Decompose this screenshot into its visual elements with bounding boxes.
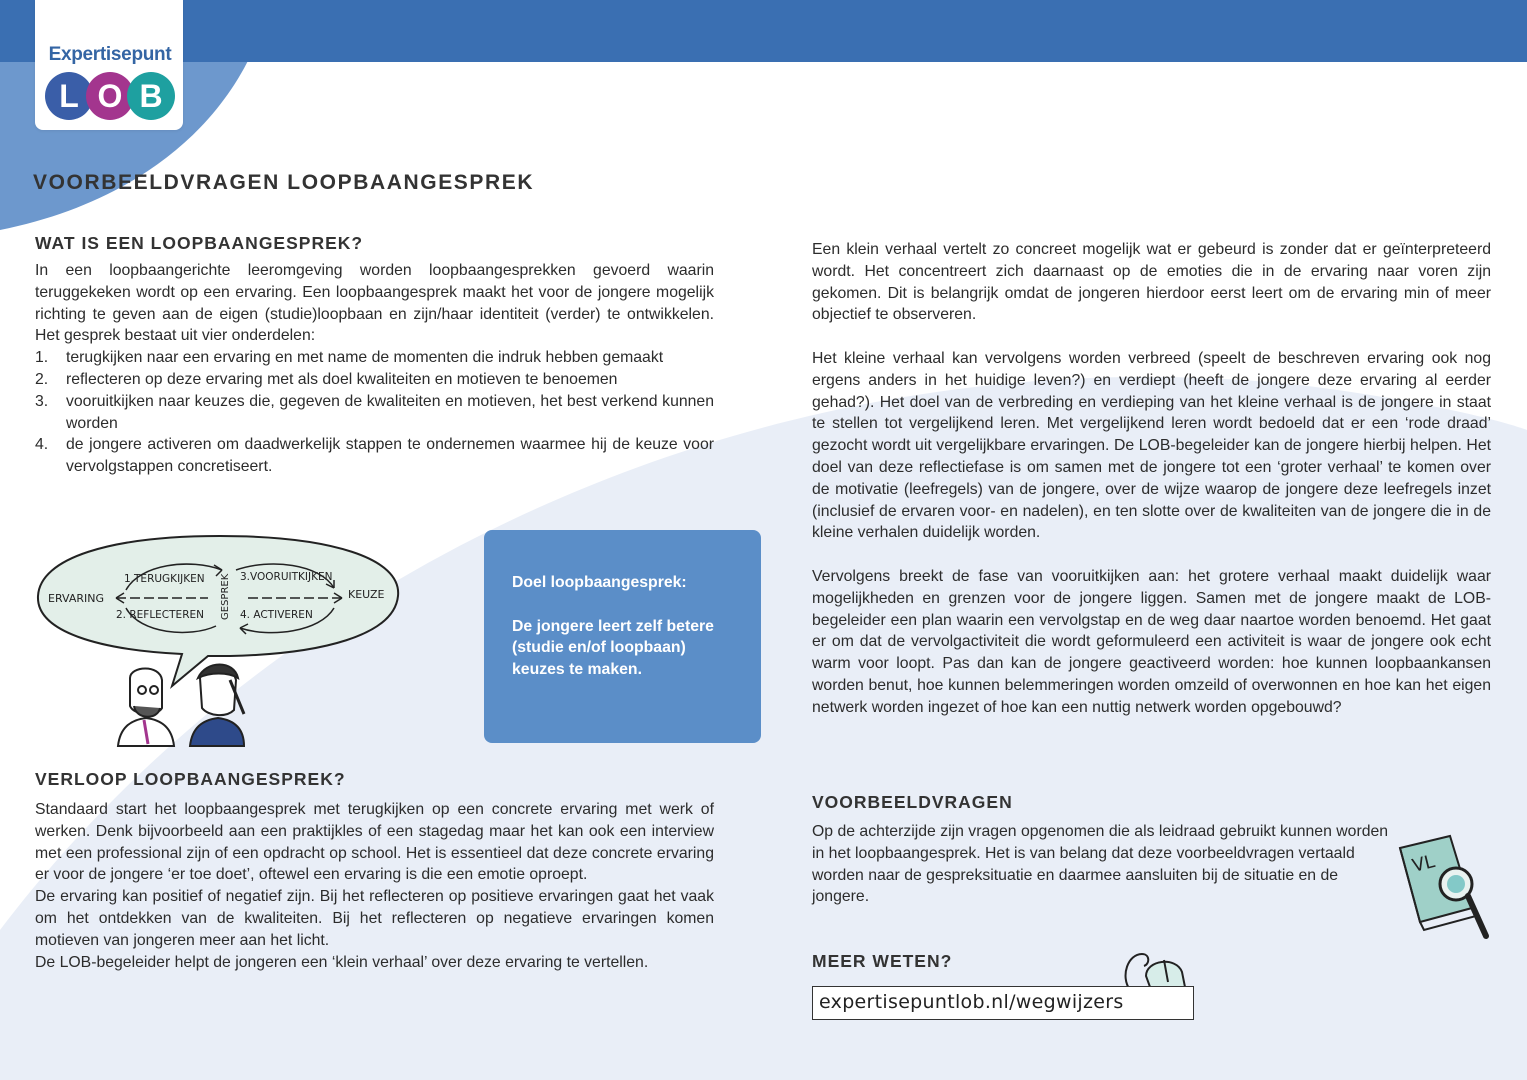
logo-letter-o: O xyxy=(97,78,123,114)
verloop-heading: VERLOOP LOOPBAANGESPREK? xyxy=(35,769,346,789)
verloop-body xyxy=(35,799,714,973)
right-p1: Een klein verhaal vertelt zo concreet mogelijk wat er gebeurd is zonder dat er geïnterpreteerd wordt. Het concentreert zich daarnaast op de emoties die in de ervaring naar voren zijn gekomen. Dit is belangrijk omdat de jongeren hierdoor eerst leert om de ervaring min of meer objectief te observeren. xyxy=(812,241,1491,324)
logo-letter-b: B xyxy=(139,78,163,114)
right-column-body xyxy=(812,239,1491,719)
verloop-p3: De LOB-begeleider helpt de jongeren een ‘klein verhaal’ over deze ervaring te vertellen. xyxy=(35,953,649,971)
wat-is-body xyxy=(35,260,714,478)
diagram-left-word: ERVARING xyxy=(48,592,104,605)
list-item-number: 1. xyxy=(35,349,49,367)
voorbeeldvragen-text: Op de achterzijde zijn vragen opgenomen die als leidraad gebruikt kunnen worden in het loopbaangesprek. Het is van belang dat deze voorbeeldvragen vertaald worden naar de gespreksituatie en daarmee aansluiten bij de situatie en de jongere. xyxy=(812,823,1389,906)
wat-is-heading: WAT IS EEN LOOPBAANGESPREK? xyxy=(35,233,364,253)
wat-is-intro: In een loopbaangerichte leeromgeving worden loopbaangesprekken gevoerd waarin teruggekeken wordt op een ervaring. Een loopbaangesprek maakt het voor de jongere mogelijk richting te geven aan de eigen (studie)loopbaan en zijn/haar identiteit (verder) te ontwikkelen. Het gesprek bestaat uit vier onderdelen: xyxy=(35,262,714,345)
doel-callout-box xyxy=(484,530,761,743)
diagram-right-word: KEUZE xyxy=(348,588,385,601)
book-label: VL xyxy=(1410,851,1437,877)
list-item xyxy=(35,391,714,435)
diagram-step-2: 2. REFLECTEREN xyxy=(116,609,204,621)
speech-bubble xyxy=(38,536,398,686)
logo[interactable] xyxy=(35,0,183,130)
conversation-diagram xyxy=(30,528,410,748)
list-item-text: vooruitkijken naar keuzes die, gegeven de kwaliteiten en motieven, het best verkend kunnen worden xyxy=(66,392,714,432)
list-item-text: reflecteren op deze ervaring met als doel kwaliteiten en motieven te benoemen xyxy=(66,370,618,388)
list-item-text: de jongere activeren om daadwerkelijk stappen te ondernemen waarmee hij de keuze voor vervolgstappen concretiseert. xyxy=(66,436,714,476)
page-title: VOORBEELDVRAGEN LOOPBAANGESPREK xyxy=(33,171,535,194)
list-item-number: 3. xyxy=(35,392,49,410)
logo-circles xyxy=(43,70,177,122)
doel-title: Doel loopbaangesprek: xyxy=(512,574,687,591)
url-link[interactable]: expertisepuntlob.nl/wegwijzers xyxy=(812,986,1194,1020)
voorbeeldvragen-heading: VOORBEELDVRAGEN xyxy=(812,792,1013,812)
list-item xyxy=(35,369,714,391)
list-item-number: 4. xyxy=(35,436,49,454)
list-item xyxy=(35,434,714,478)
person-left-illustration xyxy=(118,669,174,747)
logo-letter-l: L xyxy=(59,78,79,114)
book-magnifier-icon xyxy=(1390,828,1500,946)
logo-text: Expertisepunt xyxy=(48,44,172,65)
diagram-center-word: GESPREK xyxy=(220,573,231,620)
verloop-p2: De ervaring kan positief of negatief zijn. Bij het reflecteren op positieve ervaringen gaat het vaak om het ontdekken van de kwaliteiten. Bij het reflecteren op negatieve ervaringen komen motieven van jongeren meer aan het licht. xyxy=(35,888,714,949)
doel-text: De jongere leert zelf betere (studie en/of loopbaan) keuzes te maken. xyxy=(512,617,714,679)
list-item-text: terugkijken naar een ervaring en met name de momenten die indruk hebben gemaakt xyxy=(66,349,664,367)
list-item-number: 2. xyxy=(35,370,49,388)
right-p2: Het kleine verhaal kan vervolgens worden verbreed (speelt de beschreven ervaring ook nog ergens anders in het huidige leven?) en verdiept (heeft de jongere deze ervaring al eerder gehad?). Het doel van de verbreding en verdieping van het kleine verhaal is de jongere in staat te stellen tot vergelijkend leren. Met vergelijkend leren wordt bedoeld dat er een ‘rode draad’ gezocht wordt uit vergelijkbare ervaringen. De LOB-begeleider kan de jongere hierbij helpen. Het doel van deze reflectiefase is om samen met de jongere tot een ‘groter verhaal’ te komen over de motivatie (leefregels) van de jongere, over de wijze waarop de jongere deze leefregels inzet (inclusief de ervaren voor- en nadelen), en ten slotte over de kwaliteiten van de jongere die in de kleine verhalen duidelijk worden. xyxy=(812,349,1491,542)
steps-list xyxy=(35,347,714,478)
person-right-illustration xyxy=(190,665,244,747)
meer-weten-heading: MEER WETEN? xyxy=(812,951,953,971)
diagram-step-4: 4. ACTIVEREN xyxy=(240,609,313,621)
right-p3: Vervolgens breekt de fase van vooruitkijken aan: het grotere verhaal maakt duidelijk waar mogelijkheden en grenzen voor de jongere liggen. Samen met de jongere maakt de LOB-begeleider een plan waarin een vervolgstap en de weg daar naartoe worden benoemd. Het gaat er om dat de vervolgactiviteit die wordt geformuleerd een activiteit is waar de jongere ook echt warm voor loopt. Pas dan kan de jongere geactiveerd worden: hoe kunnen loopbaankansen worden benut, hoe kunnen belemmeringen worden omzeild of overwonnen en hoe kan het eigen netwerk worden ingezet of hoe kan een nuttig netwerk worden opgebouwd? xyxy=(812,567,1491,716)
diagram-step-1: 1.TERUGKIJKEN xyxy=(124,573,205,585)
list-item xyxy=(35,347,714,369)
verloop-p1: Standaard start het loopbaangesprek met terugkijken op een concrete ervaring met werk of werken. Denk bijvoorbeeld aan een praktijkles of een stagedag maar het kan ook een interview met een professional zijn of een opdracht op school. Het is essentieel dat deze concrete ervaring er voor de jongere ‘er toe doet’, oftewel een ervaring is die een emotie oproept. xyxy=(35,801,714,884)
diagram-step-3: 3.VOORUITKIJKEN xyxy=(240,571,333,583)
